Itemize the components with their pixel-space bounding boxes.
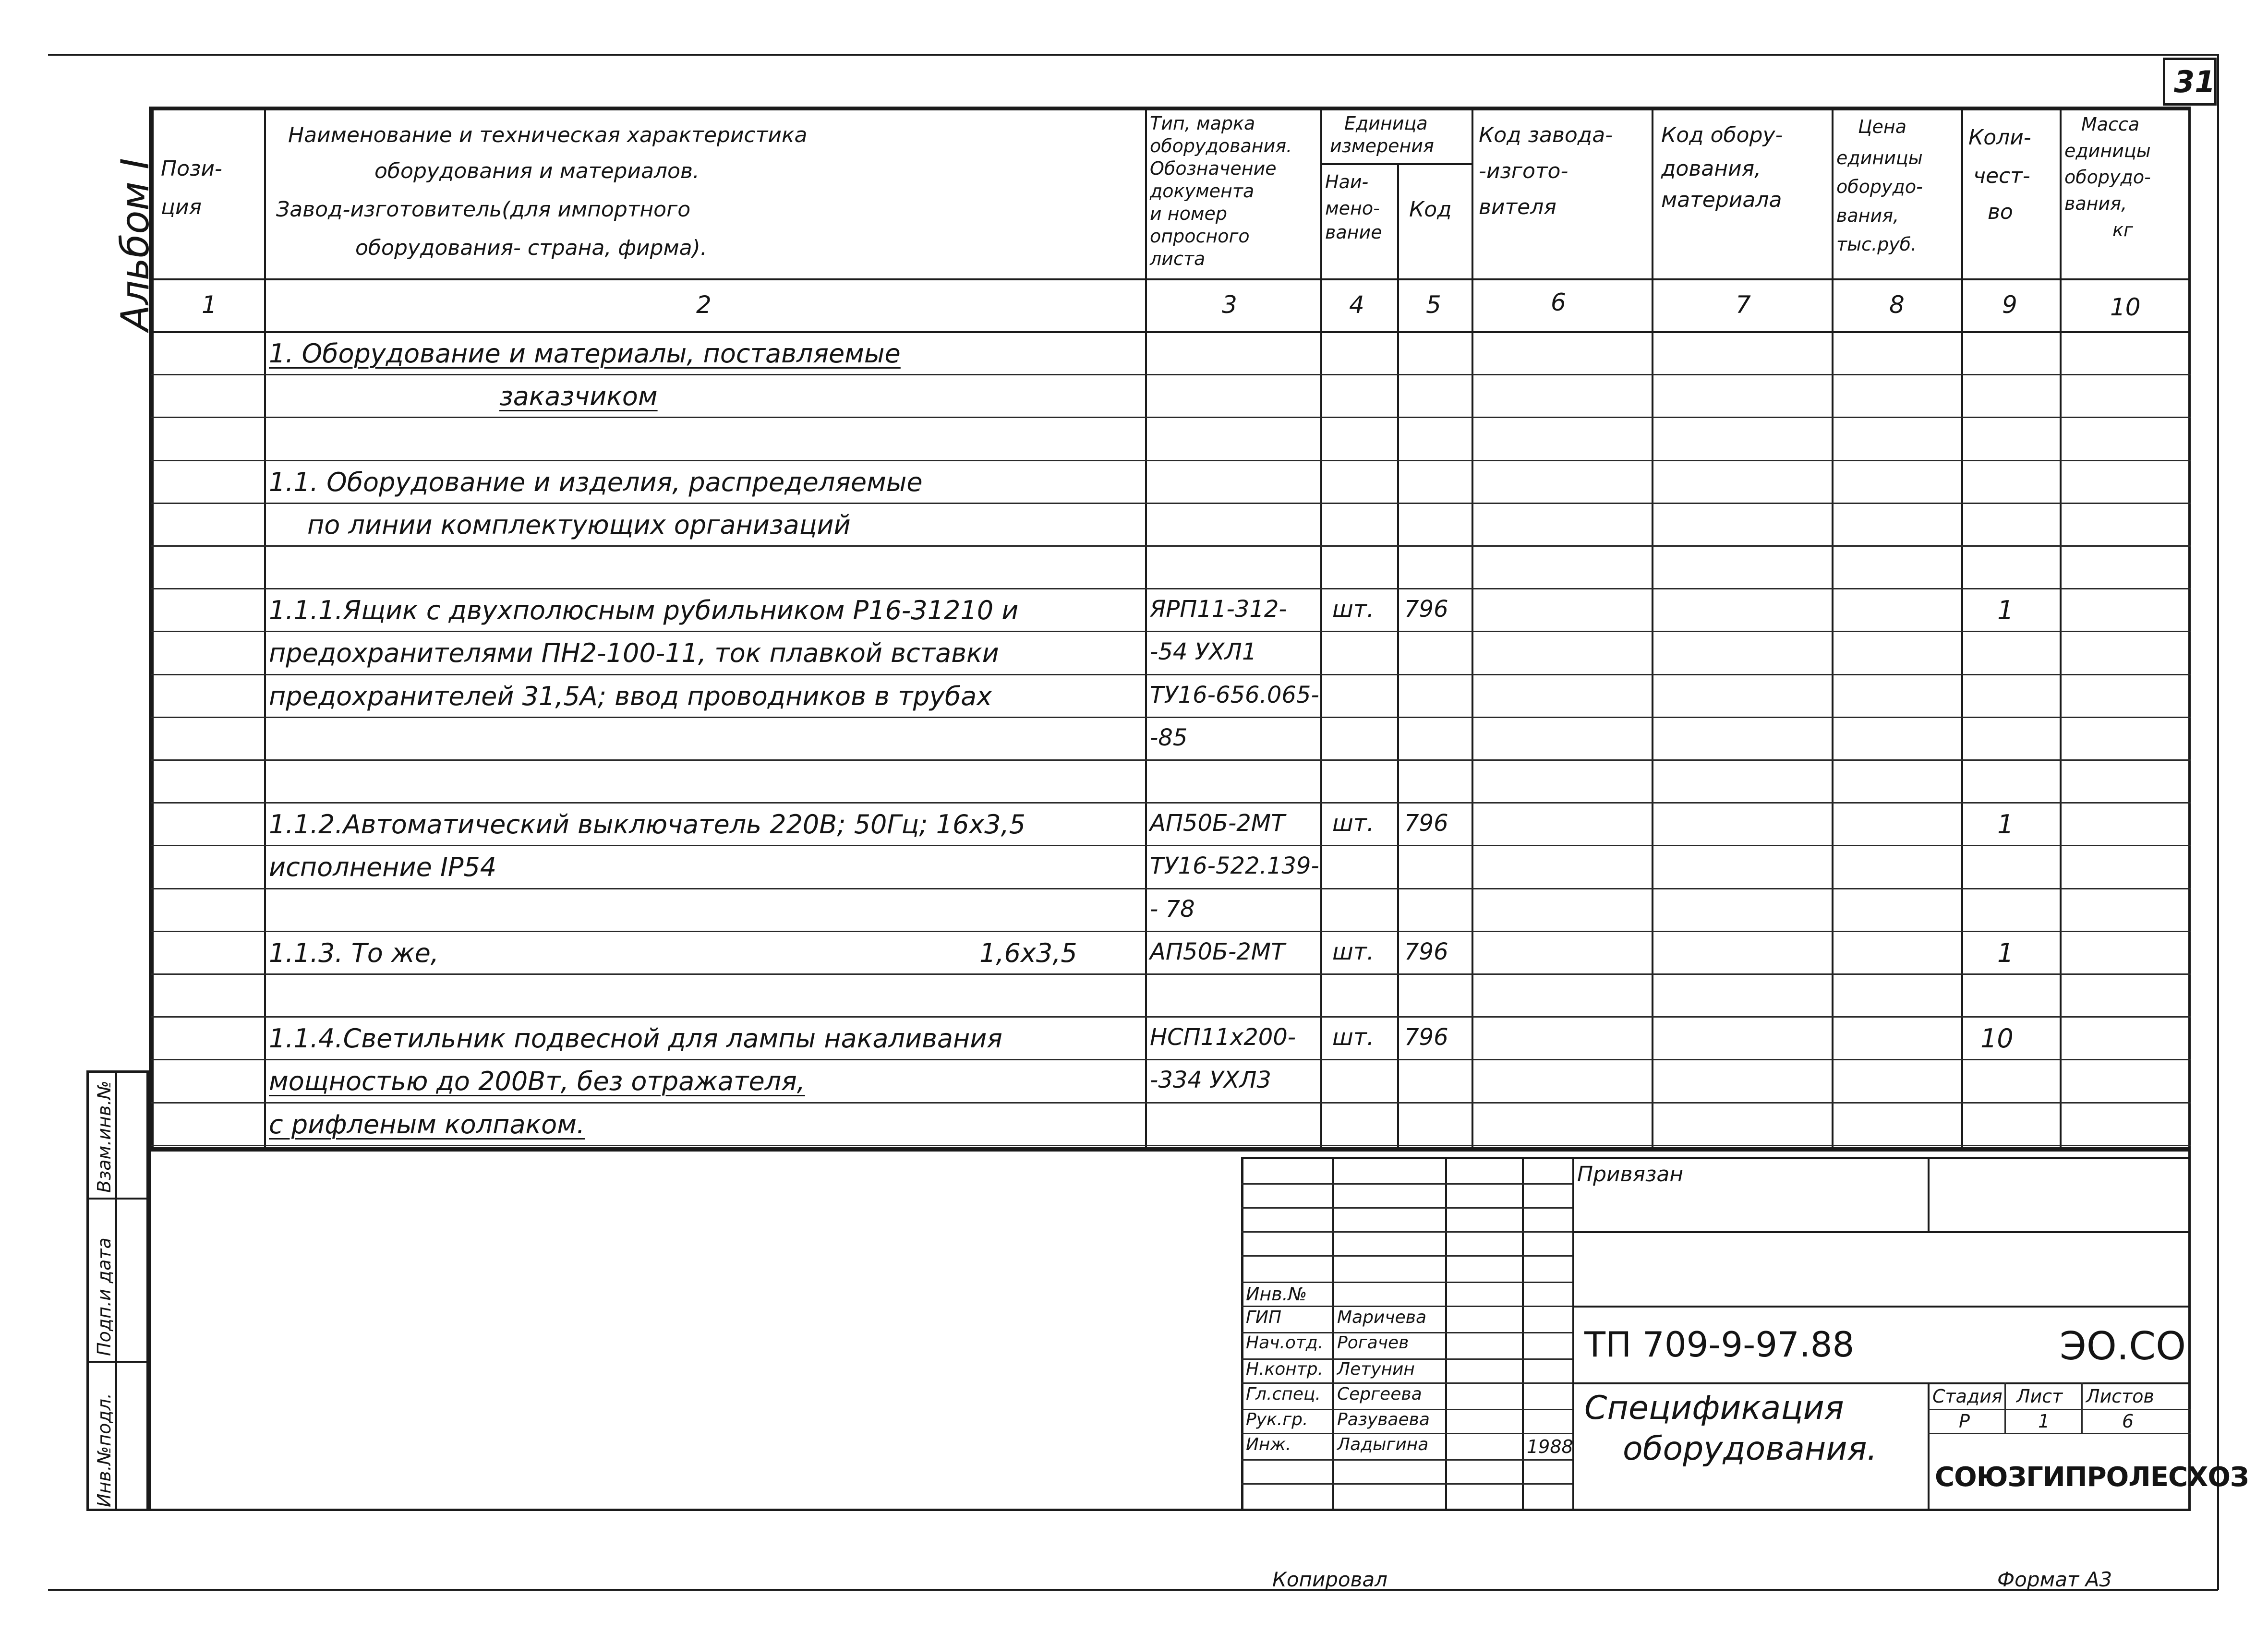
row-name: заказчиком: [499, 381, 658, 411]
row-qty: 1: [1997, 595, 2014, 625]
side-stamp-podp: Подп.и дата: [94, 1237, 115, 1356]
header-name-3: Завод-изготовитель(для импортного: [276, 197, 691, 222]
header-qty-3: во: [1988, 200, 2013, 224]
row-name: по линии комплектующих организаций: [307, 510, 851, 540]
row-line: [151, 631, 2191, 632]
header-mass-2: единицы: [2064, 140, 2151, 161]
header-name-2: оборудования и материалов.: [374, 159, 700, 183]
stamp-sheets: 6: [2122, 1411, 2134, 1432]
stamp-stage: Р: [1959, 1411, 1970, 1432]
stamp-doc-code: ТП 709-9-97.88: [1584, 1324, 1855, 1365]
row-unit: шт.: [1332, 1024, 1375, 1051]
stamp-org-logo: СОЮЗГИПРОЛЕСХОЗ: [1935, 1462, 2249, 1493]
row-type: - 78: [1150, 896, 1195, 923]
header-price-4: вания,: [1836, 205, 1899, 226]
side-stamp-vzam: Взам.инв.№: [94, 1080, 115, 1193]
header-price-2: единицы: [1836, 147, 1923, 168]
row-line: [151, 888, 2191, 889]
col-num-3: 3: [1222, 291, 1237, 319]
stamp-title-2: оборудования.: [1623, 1430, 1878, 1468]
row-type: НСП11х200-: [1150, 1024, 1296, 1051]
col-num-5: 5: [1426, 291, 1441, 319]
page-bottom-border: [48, 1589, 2218, 1591]
row-unit: шт.: [1332, 596, 1375, 623]
row-line: [151, 931, 2191, 932]
row-line: [151, 1145, 2191, 1146]
row-type: АП50Б-2МТ: [1150, 938, 1285, 965]
sheet-number: 31: [2174, 64, 2216, 99]
row-name: 1. Оборудование и материалы, поставляемые: [269, 338, 901, 369]
stamp-sheet-label: Лист: [2016, 1386, 2063, 1407]
stamp-role: Гл.спец.: [1246, 1384, 1321, 1404]
header-type-6: опросного: [1150, 226, 1250, 247]
row-line: [151, 845, 2191, 846]
header-position-2: ция: [161, 195, 202, 219]
header-plant-code-3: вителя: [1479, 195, 1556, 219]
row-code: 796: [1404, 938, 1448, 965]
stamp-role: ГИП: [1246, 1308, 1282, 1327]
header-plant-code-1: Код завода-: [1479, 123, 1613, 147]
row-name: исполнение IР54: [269, 852, 497, 882]
side-stamp-inv-podl: Инв.№подл.: [94, 1392, 115, 1507]
stamp-role: Инж.: [1246, 1435, 1291, 1454]
row-type: АП50Б-2МТ: [1150, 810, 1285, 837]
row-name: с рифленым колпаком.: [269, 1109, 585, 1140]
footer-format: Формат А3: [1997, 1568, 2112, 1591]
row-code: 796: [1404, 810, 1448, 837]
page-top-border: [48, 54, 2218, 56]
col-num-4: 4: [1349, 291, 1364, 319]
stamp-role: Рук.гр.: [1246, 1410, 1308, 1429]
stamp-person-name: Рогачев: [1337, 1333, 1409, 1353]
row-line: [151, 417, 2191, 418]
row-type: ТУ16-656.065-: [1150, 682, 1319, 708]
row-line: [151, 802, 2191, 804]
header-unit-group-2: измерения: [1330, 135, 1434, 156]
row-unit: шт.: [1332, 938, 1375, 965]
stamp-bound-label: Привязан: [1577, 1162, 1684, 1187]
row-line: [151, 588, 2191, 589]
row-name: 1.1.1.Ящик с двухполюсным рубильником Р16-31210 и: [269, 595, 1019, 625]
header-equip-code-1: Код обору-: [1661, 123, 1783, 147]
row-line: [151, 759, 2191, 761]
row-line: [151, 1059, 2191, 1060]
col-num-9: 9: [2002, 291, 2017, 319]
col-num-8: 8: [1889, 291, 1905, 319]
stamp-person-name: Ладыгина: [1337, 1435, 1429, 1454]
row-line: [151, 1102, 2191, 1104]
row-type: -334 УХЛ3: [1150, 1067, 1271, 1093]
header-name-1: Наименование и техническая характеристика: [288, 123, 808, 147]
row-line: [151, 503, 2191, 504]
header-price-1: Цена: [1858, 116, 1907, 137]
header-type-7: листа: [1150, 248, 1206, 269]
stamp-year: 1988: [1527, 1436, 1573, 1457]
header-equip-code-3: материала: [1661, 188, 1782, 212]
header-type-2: оборудования.: [1150, 135, 1292, 156]
row-type: ТУ16-522.139-: [1150, 852, 1319, 879]
header-mass-5: кг: [2112, 219, 2133, 240]
row-line: [151, 1016, 2191, 1018]
row-line: [151, 374, 2191, 375]
row-line: [151, 973, 2191, 975]
header-price-3: оборудо-: [1836, 176, 1923, 197]
col-num-6: 6: [1551, 288, 1566, 316]
stamp-sheets-label: Листов: [2086, 1386, 2154, 1407]
header-qty-1: Коли-: [1968, 125, 2031, 150]
row-name: 1.1.4.Светильник подвесной для лампы накаливания: [269, 1023, 1002, 1054]
stamp-role: Н.контр.: [1246, 1359, 1324, 1379]
row-name-right: 1,6х3,5: [979, 938, 1077, 968]
row-line: [151, 674, 2191, 675]
header-mass-4: вания,: [2064, 193, 2127, 214]
col-num-1: 1: [202, 291, 217, 319]
stamp-person-name: Летунин: [1337, 1359, 1415, 1379]
header-type-1: Тип, марка: [1150, 113, 1255, 134]
header-unit-group-1: Единица: [1344, 113, 1428, 134]
row-name: мощностью до 200Вт, без отражателя,: [269, 1066, 805, 1096]
row-type: -85: [1150, 724, 1188, 751]
stamp-title-1: Спецификация: [1584, 1389, 1844, 1427]
col-num-7: 7: [1736, 291, 1751, 319]
header-type-5: и номер: [1150, 203, 1228, 224]
header-unit-name-2: мено-: [1325, 198, 1380, 219]
stamp-doc-suffix: ЭО.СО: [2060, 1324, 2186, 1368]
row-line: [151, 460, 2191, 461]
row-name: предохранителями ПН2-100-11, ток плавкой вставки: [269, 638, 999, 668]
header-unit-code: Код: [1409, 197, 1452, 222]
row-line: [151, 545, 2191, 547]
header-equip-code-2: дования,: [1661, 156, 1761, 181]
row-name: предохранителей 31,5А; ввод проводников в трубах: [269, 681, 992, 711]
stamp-person-name: Разуваева: [1337, 1410, 1430, 1429]
row-code: 796: [1404, 596, 1448, 623]
row-type: ЯРП11-312-: [1150, 596, 1287, 623]
col-num-2: 2: [696, 291, 712, 319]
header-type-4: документа: [1150, 180, 1255, 202]
header-position-1: Пози-: [161, 156, 222, 181]
header-mass-3: оборудо-: [2064, 167, 2151, 188]
row-qty: 1: [1997, 938, 2014, 968]
row-name: 1.1.2.Автоматический выключатель 220В; 50Гц; 16х3,5: [269, 809, 1026, 840]
row-type: -54 УХЛ1: [1150, 638, 1257, 665]
row-code: 796: [1404, 1024, 1448, 1051]
stamp-role: Нач.отд.: [1246, 1333, 1324, 1353]
row-name: 1.1.3. То же,: [269, 938, 439, 968]
stamp-stage-label: Стадия: [1932, 1386, 2003, 1407]
page-right-border: [2217, 54, 2219, 1590]
header-price-5: тыс.руб.: [1836, 234, 1917, 255]
stamp-inv-label: Инв.№: [1246, 1284, 1307, 1305]
row-line: [151, 717, 2191, 718]
stamp-person-name: Сергеева: [1337, 1384, 1422, 1404]
stamp-sheet: 1: [2038, 1411, 2050, 1432]
header-qty-2: чест-: [1973, 164, 2030, 188]
col-num-10: 10: [2110, 293, 2141, 321]
row-name: 1.1. Оборудование и изделия, распределяемые: [269, 467, 923, 497]
row-unit: шт.: [1332, 810, 1375, 837]
row-qty: 1: [1997, 809, 2014, 840]
header-unit-name-3: вание: [1325, 222, 1382, 243]
album-label: Альбом I: [113, 158, 157, 331]
header-mass-1: Масса: [2081, 114, 2140, 135]
footer-copied: Копировал: [1272, 1568, 1387, 1591]
row-qty: 10: [1980, 1023, 2014, 1054]
header-plant-code-2: -изгото-: [1479, 159, 1568, 183]
header-name-4: оборудования- страна, фирма).: [355, 236, 707, 260]
header-unit-name-1: Наи-: [1325, 171, 1369, 192]
header-type-3: Обозначение: [1150, 158, 1277, 179]
stamp-person-name: Маричева: [1337, 1308, 1427, 1327]
